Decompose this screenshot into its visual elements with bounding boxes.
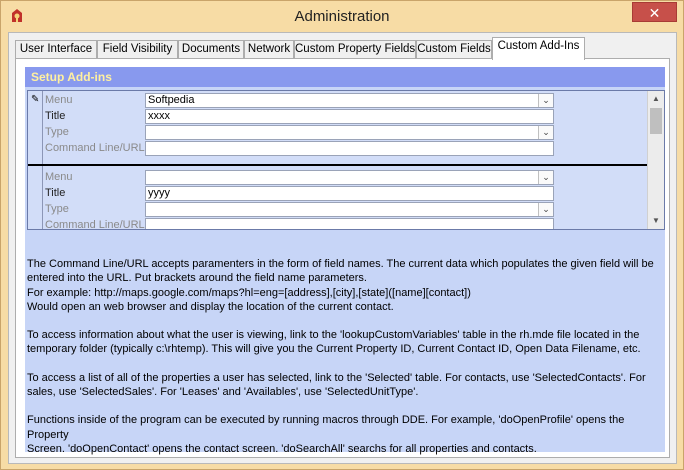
menu-value: Softpedia: [148, 94, 195, 106]
help-line: Functions inside of the program can be executed by running macros through DDE. For example, 'doOpenProfile' opens the Property: [27, 414, 625, 441]
command-label: Command Line/URL: [45, 142, 145, 154]
help-line: temporary folder (typically c:\rhtemp). This will give you the Current Property ID, Current Contact ID, Open Data Filename, etc.: [27, 343, 641, 356]
help-line: sales, use 'SelectedSales'. For 'Leases' and 'Availables', use 'SelectedUnitType'.: [27, 386, 419, 399]
scroll-thumb[interactable]: [650, 108, 662, 134]
addins-grid: [27, 90, 665, 230]
help-line: The Command Line/URL accepts paramenters in the form of field names. The current data which populates the given field will be: [27, 258, 654, 270]
help-text: [27, 257, 663, 470]
title-label: Title: [45, 110, 66, 122]
menu-label: Menu: [45, 94, 73, 106]
command-label: Command Line/URL: [45, 219, 145, 230]
help-line: For example: http://maps.google.com/maps?hl=eng=[address],[city],[state]([name][contact]): [27, 286, 471, 299]
tab-field-visibility[interactable]: Field Visibility: [97, 40, 178, 59]
title-value: yyyy: [148, 187, 170, 199]
menu-combo[interactable]: [145, 93, 554, 108]
menu-combo[interactable]: [145, 170, 554, 185]
window-title: Administration: [294, 8, 390, 25]
help-line: To access information about what the user is viewing, link to the 'lookupCustomVariables' table in the rh.mde file located in the: [27, 329, 640, 342]
tab-user-interface[interactable]: User Interface: [15, 40, 97, 59]
type-combo[interactable]: [145, 125, 554, 140]
chevron-down-icon[interactable]: ⌄: [538, 203, 553, 216]
chevron-down-icon[interactable]: ⌄: [538, 126, 553, 139]
title-value: xxxx: [148, 110, 170, 122]
grid-scrollbar[interactable]: [647, 91, 664, 229]
close-button[interactable]: ✕: [632, 2, 677, 22]
help-line: Would open an web browser and display the location of the current contact.: [27, 300, 394, 313]
tab-documents[interactable]: Documents: [178, 40, 244, 59]
type-label: Type: [45, 203, 69, 215]
tab-custom-property-fields[interactable]: Custom Property Fields: [294, 40, 416, 59]
title-bar: [1, 1, 683, 32]
type-label: Type: [45, 126, 69, 138]
tab-panel: [15, 58, 670, 458]
menu-label: Menu: [45, 171, 73, 183]
pencil-icon: ✎: [31, 94, 40, 105]
setup-addins-area: [25, 67, 665, 455]
help-line: entered into the URL. Put brackets around the field name parameters.: [27, 272, 367, 285]
scroll-up-icon[interactable]: ▲: [652, 94, 660, 103]
chevron-down-icon[interactable]: ⌄: [538, 171, 553, 184]
tab-custom-fields[interactable]: Custom Fields: [416, 40, 492, 59]
section-title: Setup Add-ins: [25, 67, 665, 87]
help-line: To access a list of all of the properties a user has selected, link to the 'Selected' table. For contacts, use 'SelectedContacts'. For: [27, 371, 646, 384]
tab-network[interactable]: Network: [244, 40, 294, 59]
title-field[interactable]: [145, 109, 554, 124]
command-field[interactable]: [145, 141, 554, 156]
title-label: Title: [45, 187, 66, 199]
record-separator: [28, 164, 648, 166]
help-line: Screen. 'doOpenContact' opens the contact screen. 'doSearchAll' searchs for all properties and contacts.: [27, 442, 537, 455]
type-combo[interactable]: [145, 202, 554, 217]
tab-custom-add-ins[interactable]: Custom Add-Ins: [492, 37, 585, 60]
scroll-down-icon[interactable]: ▼: [652, 216, 660, 225]
client-area: [8, 32, 677, 464]
chevron-down-icon[interactable]: ⌄: [538, 94, 553, 107]
title-field[interactable]: [145, 186, 554, 201]
command-field[interactable]: [145, 218, 554, 230]
record-selector[interactable]: [28, 91, 43, 229]
